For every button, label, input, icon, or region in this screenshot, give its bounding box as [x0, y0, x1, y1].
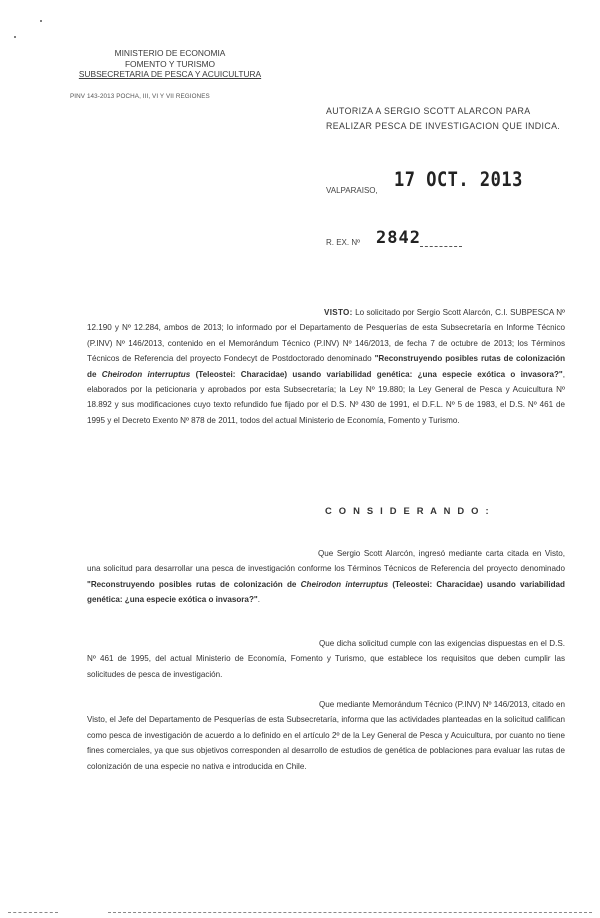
- c1-title-part-1: "Reconstruyendo posibles rutas de colonización de: [87, 579, 301, 589]
- project-title-part-1: "Reconstruyendo posibles rutas de colonización de: [87, 354, 566, 379]
- considerando-heading: C O N S I D E R A N D O :: [325, 505, 491, 516]
- undersecretariat-name: SUBSECRETARIA DE PESCA Y ACUICULTURA: [78, 69, 262, 79]
- considerando-paragraph-1: [87, 546, 565, 608]
- footer-line-right: [108, 912, 592, 913]
- place: VALPARAISO,: [326, 186, 378, 195]
- ministry-name: MINISTERIO DE ECONOMIA: [114, 48, 226, 58]
- visto-text-2: , elaborados por la peticionaria y aprobados por esta Subsecretaría; la Ley Nº 19.880; la Ley General de Pesca y Acuicultura Nº 18.892 y sus modificaciones cuyo texto refundido fue fijado por el D.S. Nº 430 de 1991, el D.F.L. Nº 5 de 1983, el D.S. Nº 461 de 1995 y el Decreto Exento Nº 878 de 2011, todos del actual Ministerio de Economía, Fomento y Turismo.: [87, 369, 566, 425]
- document-reference: PINV 143-2013 POCHA, III, VI Y VII REGIONES: [70, 93, 210, 100]
- c1-end: .: [257, 595, 260, 605]
- resolution-number-line: [420, 246, 462, 247]
- c1-title-part-2: (Teleostei: Characidae) usando variabilidad genética: ¿una especie exótica o invasora?": [87, 579, 565, 605]
- resolution-number: 2842: [376, 228, 421, 248]
- considerando-paragraph-3: Que mediante Memorándum Técnico (P.INV) Nº 146/2013, citado en Visto, el Jefe del Departamento de Pesquerías de esta Subsecretaría, informa que las actividades planteadas en la solicitud califican como pesca de investigación de acuerdo a lo definido en el artículo 2º de la Ley General de Pesca y Acuicultura, por cuanto no tiene fines comerciales, ya que sus objetivos corresponden al desarrollo de estudios de genética de poblaciones para evaluar las rutas de colonización de una especie no nativa e introducida en Chile.: [87, 700, 565, 771]
- scan-speck: [40, 20, 42, 22]
- resolution-subject: AUTORIZA A SERGIO SCOTT ALARCON PARA REALIZAR PESCA DE INVESTIGACION QUE INDICA.: [326, 106, 561, 131]
- ministry-header: [70, 48, 270, 80]
- project-title-part-2: (Teleostei: Characidae) usando variabilidad genética: ¿una especie exótica o invasora?": [190, 369, 563, 379]
- c1-title-species: Cheirodon interruptus: [300, 579, 389, 589]
- c1-text: Que Sergio Scott Alarcón, ingresó mediante carta citada en Visto, una solicitud para desarrollar una pesca de investigación conforme los Términos Técnicos de Referencia del proyecto denominado: [87, 549, 565, 574]
- ministry-subtitle: FOMENTO Y TURISMO: [124, 58, 216, 69]
- visto-label: VISTO:: [324, 308, 353, 317]
- project-title-species: Cheirodon interruptus: [101, 369, 191, 379]
- considerando-paragraph-2: Que dicha solicitud cumple con las exigencias dispuestas en el D.S. Nº 461 de 1995, del actual Ministerio de Economía, Fomento y Turismo, que establece los requisitos que deben cumplir las solicitudes de pesca de investigación.: [87, 639, 565, 679]
- date-stamp: 17 OCT. 2013: [394, 168, 523, 192]
- scan-speck: [14, 36, 16, 38]
- footer-line-left: [8, 912, 58, 913]
- visto-paragraph: [87, 305, 565, 428]
- visto-text-1: Lo solicitado por Sergio Scott Alarcón, C.I. SUBPESCA Nº 12.190 y Nº 12.284, ambos de 2013; lo informado por el Departamento de Pesquerías de esta Subsecretaría en Informe Técnico (P.INV) Nº 146/2013, contenido en el Memorándum Técnico (P.INV) Nº 146/2013, de fecha 7 de octubre de 2013; los Términos Técnicos de Referencia del proyecto Fondecyt de Postdoctorado denominado: [87, 308, 565, 364]
- resolution-label: R. EX. Nº: [326, 238, 361, 247]
